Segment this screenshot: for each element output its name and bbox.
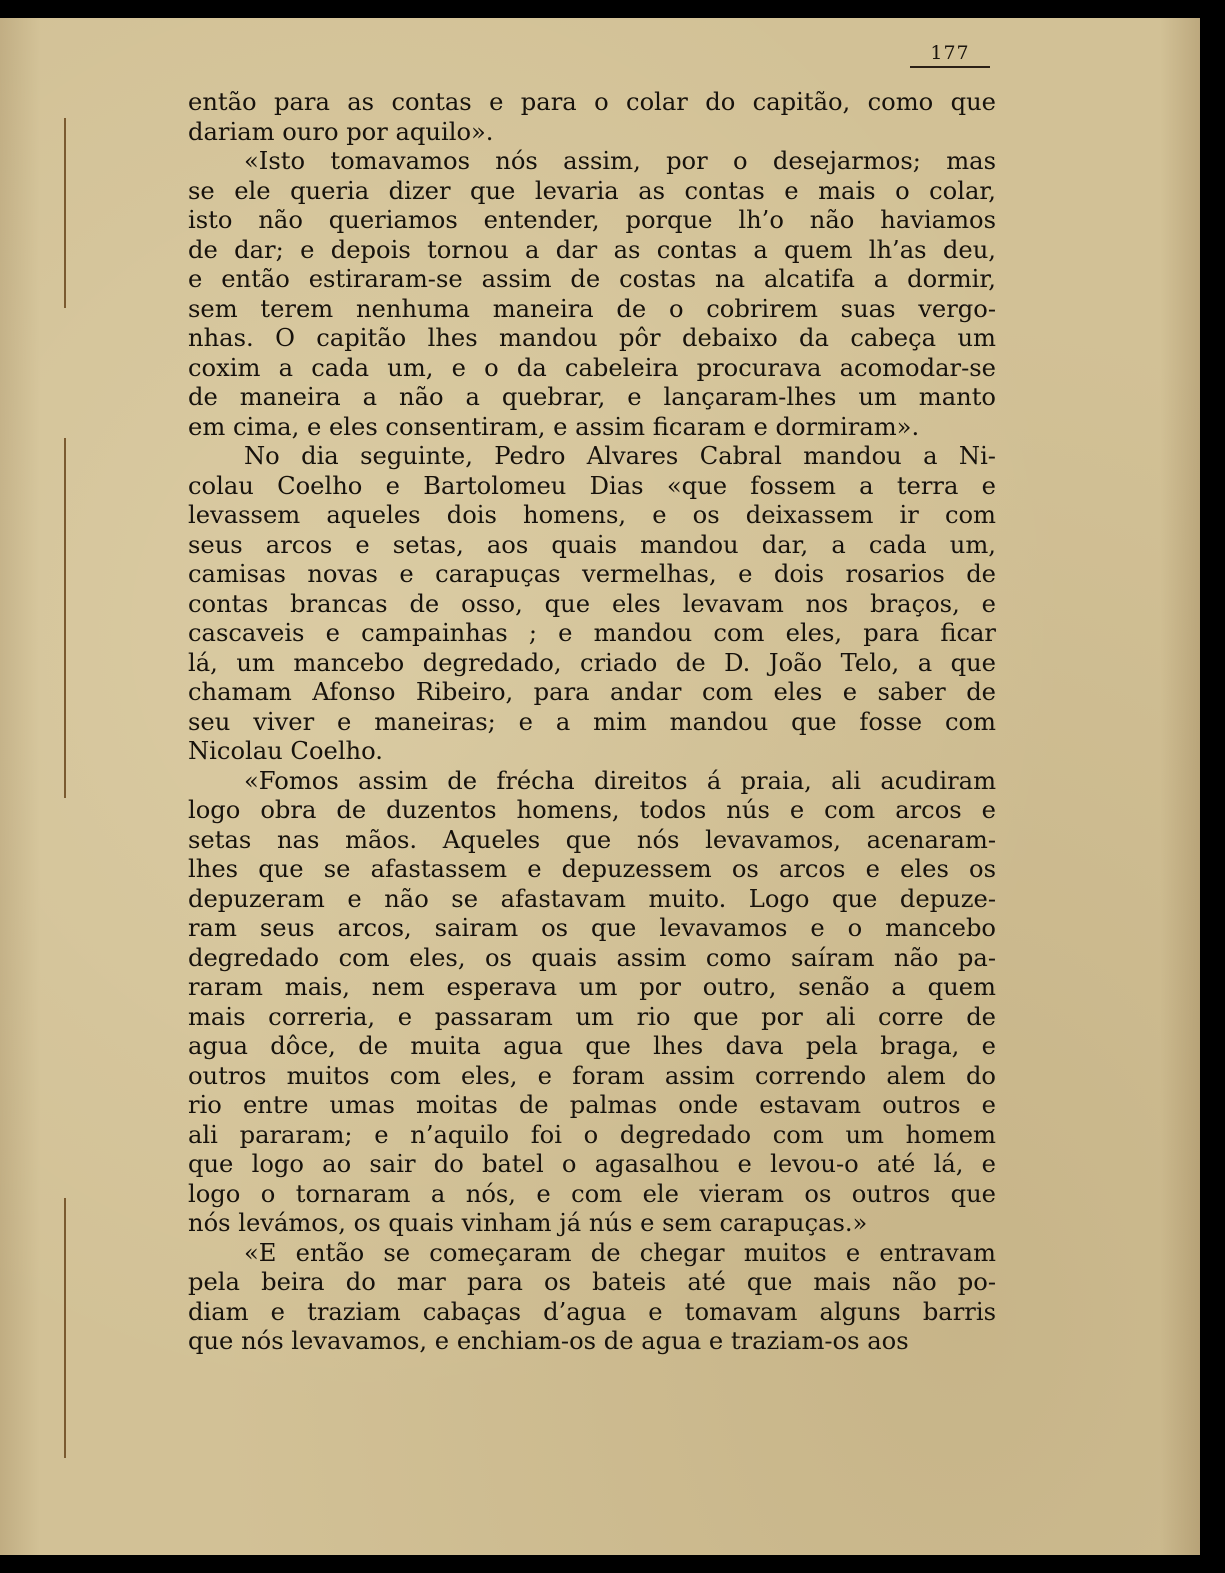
book-page (0, 18, 1200, 1555)
text-line: sem terem nenhuma maneira de o cobrirem suas vergo- (188, 294, 996, 323)
text-line: em cima, e eles consentiram, e assim ficaram e dormiram». (188, 412, 920, 441)
text-line: Nicolau Coelho. (188, 737, 383, 765)
text-line: mais correria, e passaram um rio que por ali corre de (188, 1002, 996, 1031)
text-line: se ele queria dizer que levaria as contas e mais o colar, (188, 176, 996, 205)
text-line: «Fomos assim de frécha direitos á praia, ali acudiram (244, 766, 996, 795)
text-line: chamam Afonso Ribeiro, para andar com eles e saber de (188, 678, 996, 706)
text-line: degredado com eles, os quais assim como saíram não pa- (188, 943, 996, 972)
text-line: então para as contas e para o colar do capitão, como que (188, 88, 996, 116)
text-line: depuzeram e não se afastavam muito. Logo que depuze- (188, 884, 996, 913)
binding-mark (50, 438, 66, 798)
page-body-text (188, 88, 996, 1357)
text-line: ram seus arcos, sairam os que levavamos e o mancebo (188, 914, 996, 942)
text-line: lhes que se afastassem e depuzessem os arcos e eles os (188, 855, 996, 883)
text-line: levassem aqueles dois homens, e os deixassem ir com (188, 501, 996, 529)
text-line: agua dôce, de muita agua que lhes dava pela braga, e (188, 1032, 996, 1060)
text-line: dariam ouro por aquilo». (188, 117, 494, 146)
text-line: «E então se começaram de chegar muitos e entravam (244, 1238, 996, 1267)
text-line: raram mais, nem esperava um por outro, senão a quem (188, 973, 996, 1001)
text-line: contas brancas de osso, que eles levavam nos braços, e (188, 589, 996, 618)
text-line: No dia seguinte, Pedro Alvares Cabral mandou a Ni- (244, 442, 996, 470)
text-line: logo obra de duzentos homens, todos nús e com arcos e (188, 796, 996, 824)
text-line: que logo ao sair do batel o agasalhou e levou-o até lá, e (188, 1150, 996, 1178)
text-line: ali pararam; e n’aquilo foi o degredado com um homem (188, 1120, 996, 1149)
text-line: seus arcos e setas, aos quais mandou dar, a cada um, (188, 530, 996, 559)
text-line: «Isto tomavamos nós assim, por o desejarmos; mas (244, 147, 996, 175)
text-line: isto não queriamos entender, porque lh’o não haviamos (188, 206, 996, 234)
text-line: que nós levavamos, e enchiam-os de agua e traziam-os aos (188, 1327, 909, 1355)
binding-mark (50, 118, 66, 308)
text-line: camisas novas e carapuças vermelhas, e dois rosarios de (188, 560, 996, 588)
text-line: setas nas mãos. Aqueles que nós levavamos, acenaram- (188, 825, 996, 854)
text-line: nós levámos, os quais vinham já nús e sem carapuças.» (188, 1209, 868, 1237)
page-number: 177 (910, 42, 990, 68)
text-line: lá, um mancebo degredado, criado de D. João Telo, a que (188, 648, 996, 677)
text-line: pela beira do mar para os bateis até que mais não po- (188, 1268, 996, 1296)
binding-mark (50, 1198, 66, 1458)
text-line: cascaveis e campainhas ; e mandou com eles, para ficar (188, 619, 996, 647)
text-line: outros muitos com eles, e foram assim correndo alem do (188, 1061, 996, 1090)
text-line: coxim a cada um, e o da cabeleira procurava acomodar-se (188, 353, 996, 382)
text-line: de dar; e depois tornou a dar as contas a quem lh’as deu, (188, 235, 996, 264)
text-line: colau Coelho e Bartolomeu Dias «que fossem a terra e (188, 471, 996, 500)
text-line: seu viver e maneiras; e a mim mandou que fosse com (188, 707, 996, 736)
text-line: logo o tornaram a nós, e com ele vieram os outros que (188, 1179, 996, 1208)
text-line: e então estiraram-se assim de costas na alcatifa a dormir, (188, 265, 996, 293)
text-line: nhas. O capitão lhes mandou pôr debaixo da cabeça um (188, 324, 996, 352)
text-line: rio entre umas moitas de palmas onde estavam outros e (188, 1091, 996, 1119)
text-line: de maneira a não a quebrar, e lançaram-lhes um manto (188, 383, 996, 411)
text-line: diam e traziam cabaças d’agua e tomavam alguns barris (188, 1297, 996, 1326)
